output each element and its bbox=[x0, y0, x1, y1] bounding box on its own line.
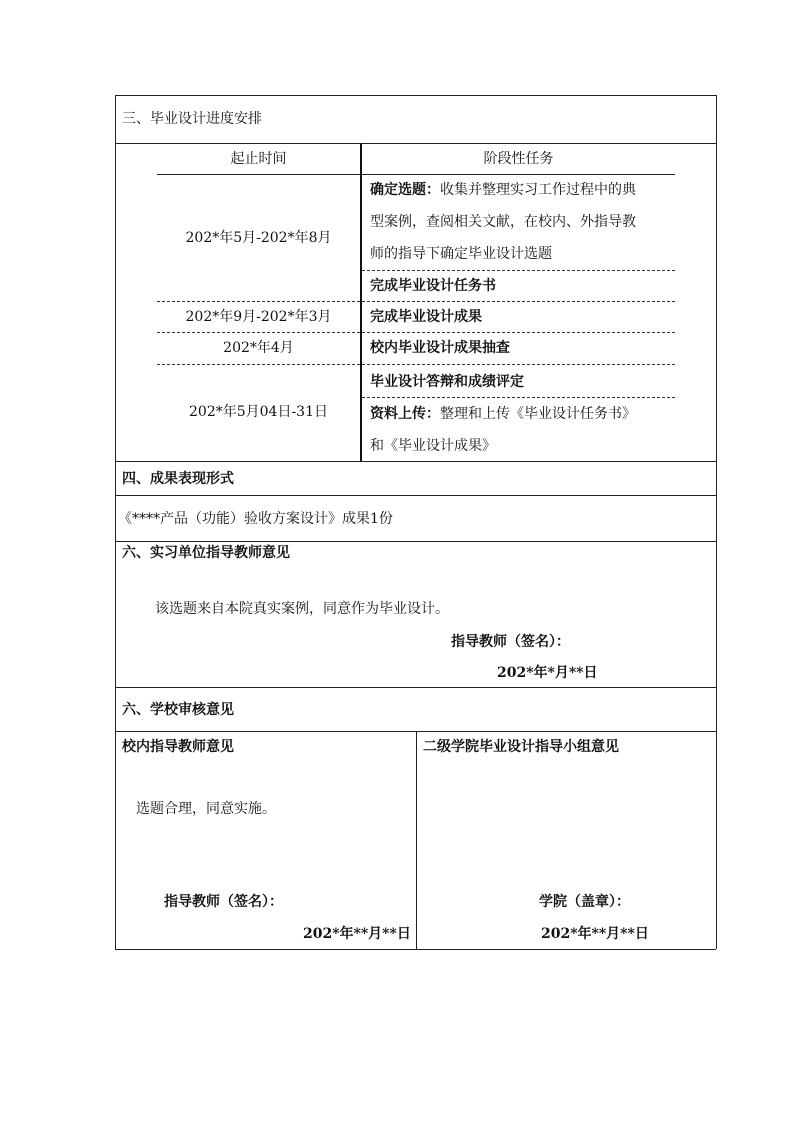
column-header-time: 起止时间 bbox=[230, 151, 287, 167]
schedule-time: 202*年9月-202*年3月 bbox=[185, 309, 332, 325]
college-date: 202*年**月**日 bbox=[541, 926, 649, 942]
task-item: 毕业设计答辩和成绩评定 bbox=[370, 374, 524, 390]
task-label: 资料上传： bbox=[370, 406, 440, 422]
schedule-time: 202*年4月 bbox=[223, 340, 294, 356]
task-text: 师的指导下确定毕业设计选题 bbox=[370, 246, 552, 262]
college-group-title: 二级学院毕业设计指导小组意见 bbox=[423, 739, 619, 755]
section-title-internship-teacher: 六、实习单位指导教师意见 bbox=[122, 545, 290, 561]
school-teacher-title: 校内指导教师意见 bbox=[122, 739, 234, 755]
divider bbox=[115, 687, 716, 688]
row-divider bbox=[157, 301, 675, 302]
task-text: 型案例，查阅相关文献，在校内、外指导教 bbox=[370, 214, 636, 230]
schedule-header-line bbox=[157, 174, 675, 175]
row-divider bbox=[157, 364, 675, 365]
task-item: 校内毕业设计成果抽查 bbox=[370, 340, 510, 356]
row-divider bbox=[157, 332, 675, 333]
task-text: 整理和上传《毕业设计任务书》 bbox=[440, 406, 636, 422]
school-teacher-date: 202*年**月**日 bbox=[303, 926, 411, 942]
table-top-border bbox=[115, 95, 716, 96]
internship-teacher-opinion: 该选题来自本院真实案例，同意作为毕业设计。 bbox=[155, 601, 449, 617]
table-left-border bbox=[115, 95, 116, 949]
divider bbox=[115, 143, 716, 144]
divider bbox=[115, 541, 716, 542]
task-label: 确定选题： bbox=[370, 182, 440, 198]
row-divider bbox=[362, 270, 675, 271]
table-right-border bbox=[716, 95, 717, 949]
table-bottom-border bbox=[115, 949, 716, 950]
internship-teacher-date: 202*年*月**日 bbox=[497, 665, 598, 681]
section-title-school-review: 六、学校审核意见 bbox=[122, 702, 234, 718]
schedule-column-divider bbox=[360, 143, 362, 461]
schedule-time: 202*年5月-202*年8月 bbox=[185, 230, 332, 246]
review-column-divider bbox=[416, 731, 417, 949]
college-seal: 学院（盖章）： bbox=[539, 894, 630, 910]
output-content: 《****产品（功能）验收方案设计》成果1份 bbox=[118, 511, 393, 527]
task-text: 收集并整理实习工作过程中的典 bbox=[440, 182, 636, 198]
task-item bbox=[370, 180, 636, 200]
section-title-output: 四、成果表现形式 bbox=[122, 471, 234, 487]
section-title-schedule: 三、毕业设计进度安排 bbox=[122, 111, 262, 127]
task-text: 和《毕业设计成果》 bbox=[370, 438, 496, 454]
task-item: 完成毕业设计任务书 bbox=[370, 278, 496, 294]
schedule-time: 202*年5月04日-31日 bbox=[189, 404, 328, 420]
school-teacher-opinion: 选题合理，同意实施。 bbox=[136, 801, 276, 817]
divider bbox=[115, 461, 716, 462]
task-item: 完成毕业设计成果 bbox=[370, 309, 482, 325]
row-divider bbox=[362, 397, 675, 398]
divider bbox=[115, 495, 716, 496]
column-header-task: 阶段性任务 bbox=[483, 151, 554, 167]
task-item bbox=[370, 404, 636, 424]
school-teacher-signature: 指导教师（签名）： bbox=[164, 894, 283, 910]
internship-teacher-signature: 指导教师（签名）： bbox=[451, 634, 570, 650]
